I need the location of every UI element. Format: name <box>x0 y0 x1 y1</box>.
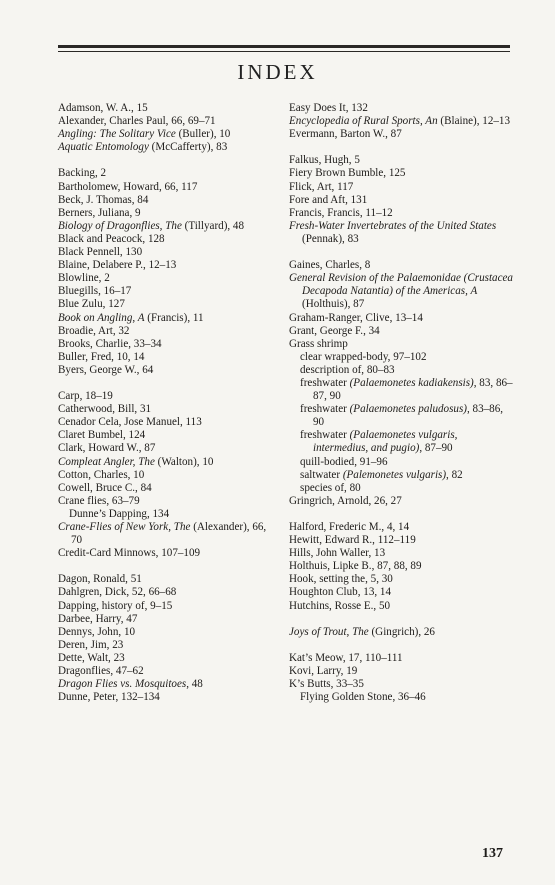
index-letter-gap <box>289 639 513 652</box>
index-entry <box>58 691 278 704</box>
index-entry <box>58 220 278 233</box>
entry-text: , 83–86, 90 <box>313 403 504 429</box>
index-subentry <box>289 351 513 364</box>
index-subentry <box>289 456 513 469</box>
index-entry <box>58 272 278 285</box>
entry-text: Gaines, Charles, 8 <box>289 259 371 272</box>
index-entry <box>58 613 278 626</box>
entry-text: Deren, Jim, 23 <box>58 638 124 651</box>
entry-text: Byers, George W., 64 <box>58 363 154 376</box>
entry-text: Grant, George F., 34 <box>289 324 380 337</box>
index-letter-gap <box>58 560 278 573</box>
entry-text: Fiery Brown Bumble, 125 <box>289 167 406 180</box>
index-entry <box>58 469 278 482</box>
index-entry <box>58 521 278 547</box>
index-entry <box>58 416 278 429</box>
index-entry <box>289 626 513 639</box>
entry-italic-title: Compleat Angler, The <box>58 455 155 468</box>
index-letter-gap <box>58 154 278 167</box>
entry-text: Grass shrimp <box>289 337 348 350</box>
entry-text: Dragonflies, 47–62 <box>58 665 144 678</box>
entry-text: Adamson, W. A., 15 <box>58 102 148 114</box>
index-entry <box>289 534 513 547</box>
index-entry <box>58 442 278 455</box>
entry-text: Buller, Fred, 10, 14 <box>58 350 145 363</box>
entry-text: Claret Bumbel, 124 <box>58 429 146 442</box>
index-entry <box>58 639 278 652</box>
entry-text: Carp, 18–19 <box>58 390 113 403</box>
index-entry <box>58 573 278 586</box>
index-entry <box>289 325 513 338</box>
index-entry <box>58 181 278 194</box>
index-entry <box>289 586 513 599</box>
entry-text: Beck, J. Thomas, 84 <box>58 193 149 206</box>
index-entry <box>289 312 513 325</box>
page-number: 137 <box>482 846 503 861</box>
entry-text: Blowline, 2 <box>58 272 110 285</box>
entry-text: Credit-Card Minnows, 107–109 <box>58 547 201 560</box>
entry-text: Dapping, history of, 9–15 <box>58 599 173 612</box>
index-entry <box>289 154 513 167</box>
index-entry <box>58 259 278 272</box>
index-entry <box>289 220 513 246</box>
entry-text: K’s Butts, 33–35 <box>289 678 364 691</box>
index-entry <box>289 181 513 194</box>
index-entry <box>289 665 513 678</box>
index-column-left <box>58 102 278 704</box>
index-entry <box>58 233 278 246</box>
entry-text: Crane flies, 63–79 <box>58 494 140 507</box>
entry-text: clear wrapped-body, 97–102 <box>300 350 427 363</box>
index-entry <box>289 495 513 508</box>
entry-italic-title: Biology of Dragonflies, The <box>58 219 182 232</box>
entry-text: Black Pennell, 130 <box>58 246 143 259</box>
entry-text: Holthuis, Lipke B., 87, 88, 89 <box>289 560 422 573</box>
entry-text: Hills, John Waller, 13 <box>289 547 386 560</box>
entry-text: description of, 80–83 <box>300 363 395 376</box>
entry-text: Bluegills, 16–17 <box>58 285 132 298</box>
index-entry <box>58 495 278 508</box>
index-entry <box>289 600 513 613</box>
entry-italic-title: (Palemonetes vulgaris) <box>342 468 447 481</box>
entry-text: species of, 80 <box>300 481 361 494</box>
index-letter-gap <box>289 246 513 259</box>
index-entry <box>289 115 513 128</box>
index-entry <box>289 167 513 180</box>
entry-italic-title: (Palaemonetes vulgaris, intermedius, and pugio) <box>313 429 458 455</box>
index-entry <box>58 600 278 613</box>
entry-text: Bartholomew, Howard, 66, 117 <box>58 180 198 193</box>
entry-text: Berners, Juliana, 9 <box>58 206 141 219</box>
index-letter-gap <box>289 508 513 521</box>
entry-text: Kat’s Meow, 17, 110–111 <box>289 651 403 664</box>
entry-text: (Alexander), 66, 70 <box>71 521 267 547</box>
entry-text: Alexander, Charles Paul, 66, 69–71 <box>58 115 216 128</box>
index-entry <box>289 547 513 560</box>
index-entry <box>58 102 278 115</box>
entry-italic-title: Encyclopedia of Rural Sports, An <box>289 115 438 128</box>
index-entry <box>289 272 513 311</box>
index-entry <box>289 128 513 141</box>
entry-italic-title: Crane-Flies of New York, The <box>58 521 191 533</box>
index-subentry <box>289 469 513 482</box>
index-entry <box>289 652 513 665</box>
index-entry <box>58 207 278 220</box>
header-rule-thick <box>58 45 510 48</box>
entry-italic-title: Angling: The Solitary Vice <box>58 128 176 141</box>
index-entry <box>289 338 513 351</box>
entry-text: , 87–90 <box>419 442 453 455</box>
entry-text: Flick, Art, 117 <box>289 180 354 193</box>
entry-text: Fore and Aft, 131 <box>289 193 368 206</box>
index-entry <box>58 456 278 469</box>
entry-text: Cotton, Charles, 10 <box>58 468 145 481</box>
entry-text: Cowell, Bruce C., 84 <box>58 481 152 494</box>
page-title: INDEX <box>237 60 318 84</box>
entry-text: Brooks, Charlie, 33–34 <box>58 337 162 350</box>
entry-italic-title: (Palaemonetes paludosus) <box>349 403 467 416</box>
entry-text: Dahlgren, Dick, 52, 66–68 <box>58 586 177 599</box>
entry-text: Dennys, John, 10 <box>58 625 136 638</box>
entry-text: Falkus, Hugh, 5 <box>289 154 360 167</box>
entry-text: Halford, Frederic M., 4, 14 <box>289 521 410 533</box>
entry-text: Clark, Howard W., 87 <box>58 442 156 455</box>
index-entry <box>58 547 278 560</box>
index-entry <box>58 285 278 298</box>
entry-text: Hook, setting the, 5, 30 <box>289 573 393 586</box>
entry-text: (Pennak), 83 <box>302 232 359 245</box>
entry-text: Catherwood, Bill, 31 <box>58 403 152 416</box>
entry-text: (Buller), 10 <box>175 128 231 141</box>
index-entry <box>58 482 278 495</box>
index-entry <box>289 560 513 573</box>
entry-text: Kovi, Larry, 19 <box>289 665 358 678</box>
entry-prefix: freshwater <box>300 376 350 389</box>
index-subentry <box>289 377 513 403</box>
entry-italic-title: General Revision of the Palaemonidae (Crustacea Decapoda Natantia) of the Americas, A <box>289 272 513 298</box>
index-subentry <box>289 482 513 495</box>
index-entry <box>289 521 513 534</box>
entry-italic-title: Joys of Trout, The <box>289 625 369 638</box>
entry-text: (Tillyard), 48 <box>181 219 245 232</box>
entry-text: Broadie, Art, 32 <box>58 324 130 337</box>
index-subentry <box>289 429 513 455</box>
index-entry <box>58 351 278 364</box>
entry-text: Flying Golden Stone, 36–46 <box>300 691 426 704</box>
entry-text: Hewitt, Edward R., 112–119 <box>289 534 416 547</box>
entry-text: Francis, Francis, 11–12 <box>289 206 393 219</box>
index-entry <box>58 403 278 416</box>
entry-text: (Walton), 10 <box>154 455 214 468</box>
entry-text: (Francis), 11 <box>144 311 204 324</box>
index-entry <box>58 298 278 311</box>
index-entry <box>58 586 278 599</box>
entry-text: Graham-Ranger, Clive, 13–14 <box>289 311 423 324</box>
entry-text: Gringrich, Arnold, 26, 27 <box>289 494 402 507</box>
index-entry <box>58 141 278 154</box>
entry-text: Cenador Cela, Jose Manuel, 113 <box>58 416 202 429</box>
entry-prefix: freshwater <box>300 429 350 442</box>
index-letter-gap <box>289 613 513 626</box>
index-entry <box>289 573 513 586</box>
entry-italic-title: (Palaemonetes kadiakensis) <box>349 376 474 389</box>
index-entry <box>58 128 278 141</box>
index-entry <box>289 194 513 207</box>
entry-prefix: saltwater <box>300 468 343 481</box>
entry-text: Hutchins, Rosse E., 50 <box>289 599 391 612</box>
index-entry <box>289 678 513 691</box>
entry-prefix: freshwater <box>300 403 350 416</box>
entry-text: Dette, Walt, 23 <box>58 651 125 664</box>
entry-italic-title: Fresh-Water Invertebrates of the United States <box>289 219 497 232</box>
entry-text: Dunne’s Dapping, 134 <box>69 507 170 520</box>
entry-text: (McCafferty), 83 <box>148 141 228 154</box>
entry-text: , 82 <box>446 468 463 481</box>
entry-text: (Holthuis), 87 <box>302 298 365 311</box>
entry-text: Easy Does It, 132 <box>289 102 368 114</box>
index-column-right <box>289 102 513 704</box>
index-entry <box>58 312 278 325</box>
entry-italic-title: Aquatic Entomology <box>58 141 149 154</box>
entry-text: Blaine, Delabere P., 12–13 <box>58 259 177 272</box>
index-subentry <box>58 508 278 521</box>
entry-italic-title: Dragon Flies vs. Mosquitoes <box>58 678 187 691</box>
entry-text: Blue Zulu, 127 <box>58 298 125 311</box>
entry-italic-title: Book on Angling, A <box>58 311 145 324</box>
index-subentry <box>289 364 513 377</box>
entry-text: Houghton Club, 13, 14 <box>289 586 392 599</box>
index-entry <box>289 207 513 220</box>
index-entry <box>58 325 278 338</box>
index-entry <box>58 246 278 259</box>
index-entry <box>58 194 278 207</box>
entry-text: Dunne, Peter, 132–134 <box>58 691 160 704</box>
index-entry <box>58 364 278 377</box>
index-entry <box>289 102 513 115</box>
index-entry <box>58 429 278 442</box>
index-entry <box>58 626 278 639</box>
index-entry <box>289 259 513 272</box>
index-subentry <box>289 403 513 429</box>
index-letter-gap <box>289 141 513 154</box>
entry-text: Backing, 2 <box>58 167 107 180</box>
entry-text: Dagon, Ronald, 51 <box>58 573 142 586</box>
index-entry <box>58 390 278 403</box>
header-rule-thin <box>58 51 510 52</box>
entry-text: Black and Peacock, 128 <box>58 232 165 245</box>
index-entry <box>58 115 278 128</box>
index-subentry <box>289 691 513 704</box>
entry-text: Darbee, Harry, 47 <box>58 612 138 625</box>
index-entry <box>58 652 278 665</box>
index-letter-gap <box>58 377 278 390</box>
index-entry <box>58 167 278 180</box>
index-entry <box>58 338 278 351</box>
entry-text: , 83, 86–87, 90 <box>313 376 513 403</box>
entry-text: Evermann, Barton W., 87 <box>289 128 402 141</box>
entry-text: quill-bodied, 91–96 <box>300 455 388 468</box>
index-entry <box>58 678 278 691</box>
entry-text: (Gingrich), 26 <box>368 625 435 638</box>
entry-text: , 48 <box>186 678 203 691</box>
index-entry <box>58 665 278 678</box>
entry-text: (Blaine), 12–13 <box>437 115 511 128</box>
